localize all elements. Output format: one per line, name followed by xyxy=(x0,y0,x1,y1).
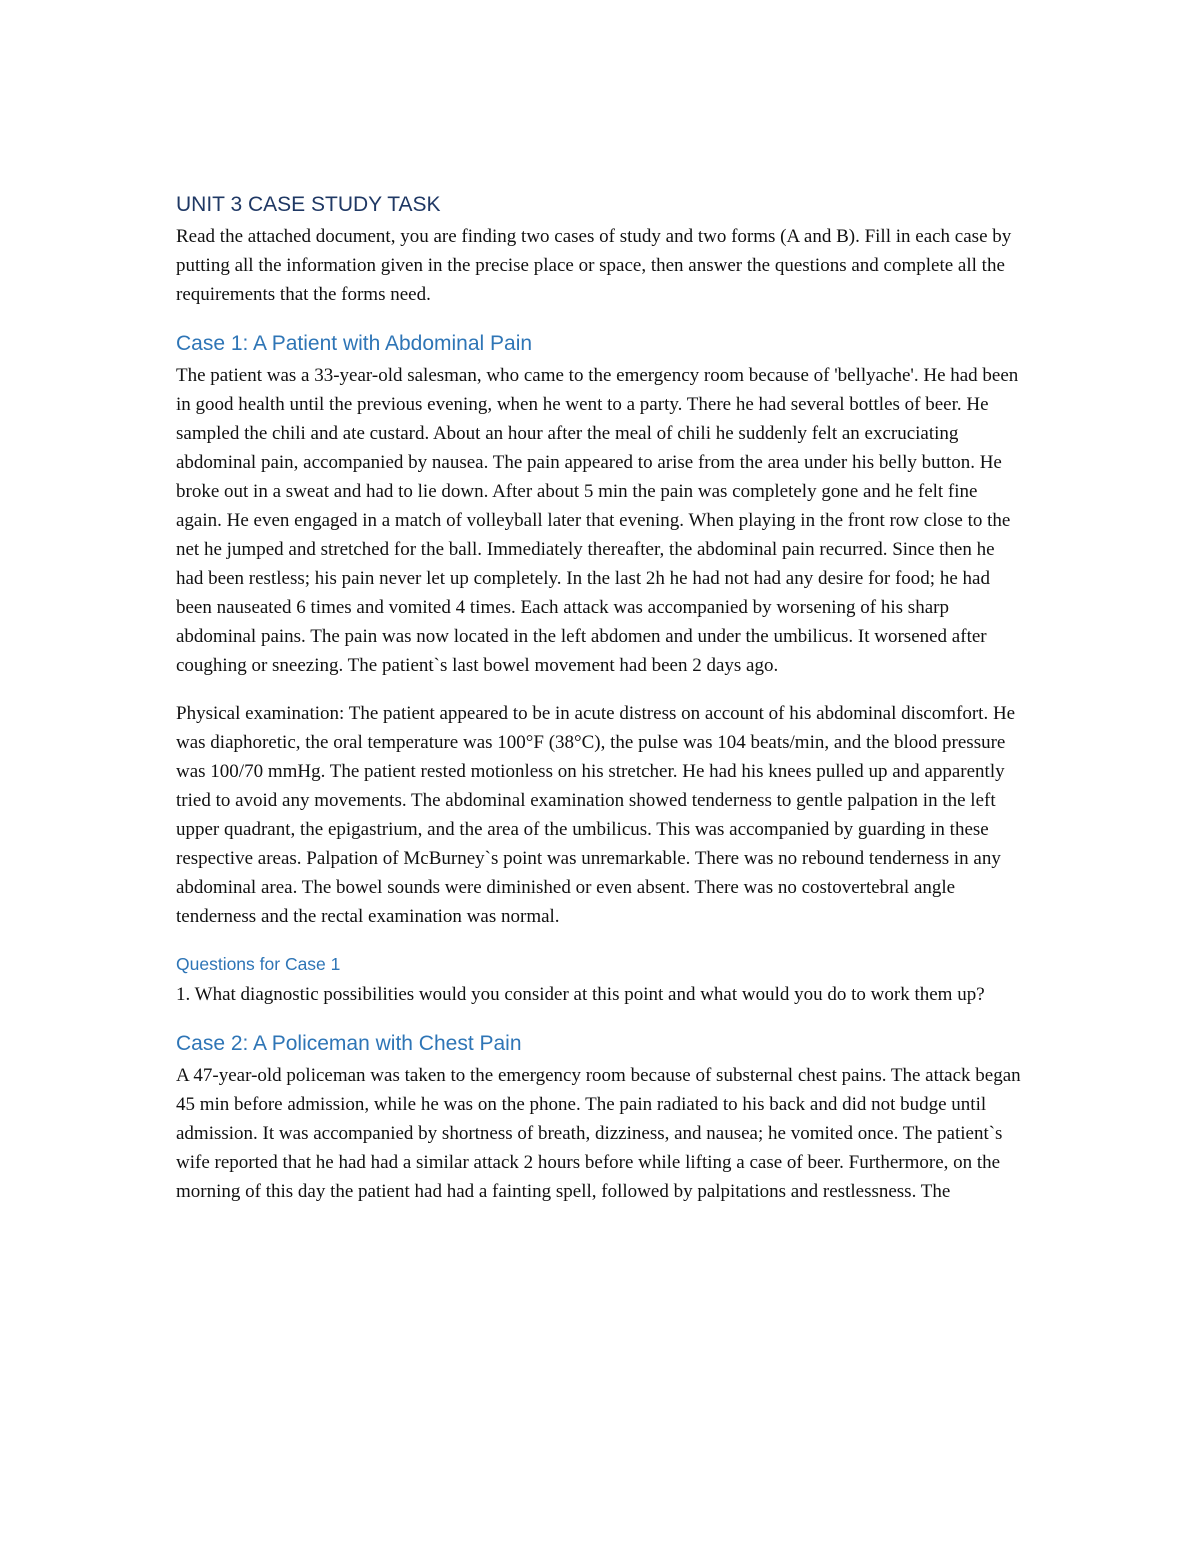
case2-history-paragraph: A 47-year-old policeman was taken to the emergency room because of substernal chest pains. The attack began 45 min before admission, while he was on the phone. The pain radiated to his back and did not budge until admission. It was accompanied by shortness of breath, dizziness, and nausea; he vomited once. The patient`s wife reported that he had had a similar attack 2 hours before while lifting a case of beer. Furthermore, on the morning of this day the patient had had a fainting spell, followed by palpitations and restlessness. The xyxy=(176,1065,1021,1202)
document-title: UNIT 3 CASE STUDY TASK xyxy=(176,193,441,216)
case1-question-1: 1. What diagnostic possibilities would you consider at this point and what would you do to work them up? xyxy=(176,984,985,1005)
case2-heading: Case 2: A Policeman with Chest Pain xyxy=(176,1032,522,1055)
intro-paragraph: Read the attached document, you are finding two cases of study and two forms (A and B). Fill in each case by putting all the information given in the precise place or space, then answer the questions and complete all the requirements that the forms need. xyxy=(176,226,1012,305)
case1-history-paragraph: The patient was a 33-year-old salesman, who came to the emergency room because of 'bellyache'. He had been in good health until the previous evening, when he went to a party. There he had several bottles of beer. He sampled the chili and ate custard. About an hour after the meal of chili he suddenly felt an excruciating abdominal pain, accompanied by nausea. The pain appeared to arise from the area under his belly button. He broke out in a sweat and had to lie down. After about 5 min the pain was completely gone and he felt fine again. He even engaged in a match of volleyball later that evening. When playing in the front row close to the net he jumped and stretched for the ball. Immediately thereafter, the abdominal pain recurred. Since then he had been restless; his pain never let up completely. In the last 2h he had not had any desire for food; he had been nauseated 6 times and vomited 4 times. Each attack was accompanied by worsening of his sharp abdominal pains. The pain was now located in the left abdomen and under the umbilicus. It worsened after coughing or sneezing. The patient`s last bowel movement had been 2 days ago. xyxy=(176,365,1019,676)
case1-heading: Case 1: A Patient with Abdominal Pain xyxy=(176,332,533,355)
case1-exam-paragraph: Physical examination: The patient appeared to be in acute distress on account of his abdominal discomfort. He was diaphoretic, the oral temperature was 100°F (38°C), the pulse was 104 beats/min, and the blood pressure was 100/70 mmHg. The patient rested motionless on his stretcher. He had his knees pulled up and apparently tried to avoid any movements. The abdominal examination showed tenderness to gentle palpation in the left upper quadrant, the epigastrium, and the area of the umbilicus. This was accompanied by guarding in these respective areas. Palpation of McBurney`s point was unremarkable. There was no rebound tenderness in any abdominal area. The bowel sounds were diminished or even absent. There was no costovertebral angle tenderness and the rectal examination was normal. xyxy=(176,703,1016,927)
document-page xyxy=(176,190,1026,1206)
case1-questions-heading: Questions for Case 1 xyxy=(176,954,341,974)
